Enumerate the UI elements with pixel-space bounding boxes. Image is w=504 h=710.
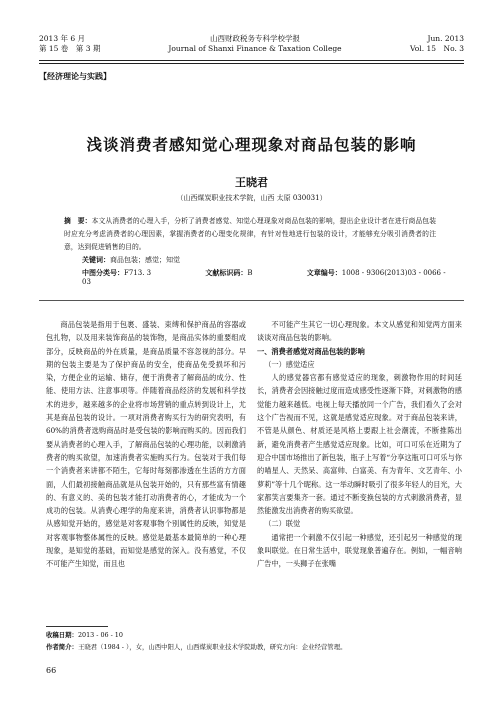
abstract-label: 摘 要： [64,217,92,225]
author-affiliation: （山西煤炭职业技术学院，山西 太原 030031） [176,194,327,202]
body-paragraph: 商品包装是指用于包裹、盛装、束缚和保护商品的容器或包扎物，以及用来装饰商品的装饰物，是商品实体的重要组成部分，反映商品的外在质量，是商品质量不容忽视的部分。早期的包装主要是为了保护商品的安全，使商品免受损坏和污染，方便企业的运输、储存，便于消费者了解商品的成分、性能、使用方法、注意事项等。伴随着商品经济的发展和科学技术的进步，越来越多的企业将市场营销的重点转到设计上，尤其是商品包装的设计。一项对消费者购买行为的研究表明，有60%的消费者选购商品时是受包装的影响而购买的。因而我们要从消费者的心理入手，了解商品包装的心理功能，以刺激消费者的购买欲望，加速消费者实施购买行为。包装对于我们每一个消费者来讲都不陌生，它每时每刻都渗透在生活的方方面面，人们最初接触商品就是从包装开始的，只有那些富有情趣的、有意义的、美的包装才能打动消费者的心，才能成为一个成功的包装。从消费心理学的角度来讲，消费者认识事物都是从感知觉开始的，感觉是对客观事物个别属性的反映，知觉是对客观事物整体属性的反映。感觉是最基本最简单的一种心理现象，是知觉的基础，而知觉是感觉的深入。没有感觉，不仅不可能产生知觉，而且也 [46,320,246,569]
keywords [82,255,180,265]
received-label: 收稿日期： [46,631,78,639]
doc-value: B [247,269,253,277]
journal-name-en: Journal of Shanxi Finance & Taxation College [168,44,342,53]
header-rule-thick [39,60,464,61]
issue-date: 2013 年 6 月 [39,34,86,43]
footnote-rule [46,626,108,627]
classification-line [82,268,504,286]
doc-label: 文献标识码： [205,269,248,277]
issue-date-en: Jun. 2013 [427,34,464,43]
left-column [46,318,246,571]
column-tag: 【经济理论与实践】 [39,72,111,81]
subsection-heading: （一）感觉适应 [264,359,315,369]
abstract [64,215,436,255]
clc-value: F713. 3 [124,269,152,277]
body-paragraph: 人的感觉器官都有感觉适应的现象，刺激物作用的时间延长，消费者会因接触过度而造成感受性逐渐下降，对刺激物的感觉能力越来越低。电视上每天播放同一个广告，我们看久了会对这个广告视而不见，这就是感觉适应现象。对于商品包装来讲，不管是从颜色、材质还是风格上要跟上社会潮流，不断推陈出新，避免消费者产生感觉适应现象。比如，可口可乐在近期为了迎合中国市场推出了新包装，瓶子上写着“分享这瓶可口可乐与你的喵星人、天然呆、高富帅、白富美、有为青年、文艺青年、小萝莉”等十几个昵称。这一举动瞬时吸引了很多年轻人的目光，大家都笑言要集齐一套。通过不断变换包装的方式刺激消费者，显然能激发出消费者的购买欲望。 [257,373,462,516]
right-column [257,318,462,571]
body-paragraph: 不可能产生其它一切心理现象。本文从感觉和知觉两方面来谈谈对商品包装的影响。 [257,320,462,343]
art-label: 文章编号： [306,269,342,277]
keywords-text: 商品包装；感觉；知觉 [110,256,180,264]
footnote-received [46,630,123,641]
header-rule-thin [39,63,464,64]
section-heading: 一、消费者感觉对商品包装的影响 [257,346,365,356]
keywords-label: 关键词： [82,256,110,264]
abstract-text: 本文从消费者的心理入手，分析了消费者感觉、知觉心理现象对商品包装的影响，提出企业设计者在进行商品包装时应充分考虑消费者的心理因素，掌握消费者的心理变化规律，有针对性地进行包装的设计，才能够充分吸引消费者的注意，达到促进销售的目的。 [64,217,436,252]
footnote-author [46,642,346,653]
author-bio: 王晓君（1984 - ），女，山西中阳人，山西煤炭职业技术学院助教，研究方向：企业经营管理。 [77,643,347,651]
journal-issue-en [410,34,464,54]
subsection-heading: （二）联觉 [264,519,301,529]
volume-number: 第 15 卷 第 3 期 [39,44,101,53]
author-name: 王晓君 [235,176,268,189]
author-bio-label: 作者简介： [46,643,78,651]
received-date: 2013 - 06 - 10 [77,631,123,639]
body-paragraph: 通常把一个刺激不仅引起一种感觉，还引起另一种感觉的现象叫联觉。在日常生活中，联觉现象普遍存在。例如，一幅音响广告中，一头狮子在张嘴 [257,532,462,569]
volume-number-en: Vol. 15 No. 3 [410,44,464,53]
art-value: 1008 - 9306(2013)03 - 0066 - 03 [82,269,446,286]
document-code [205,269,278,277]
journal-name [130,34,380,54]
page-number: 66 [46,666,57,675]
clc-number [82,269,177,277]
clc-label: 中图分类号： [82,269,124,277]
journal-name-cn: 山西财政税务专科学校学报 [210,34,300,43]
journal-issue-date [39,34,100,54]
article-title: 浅谈消费者感知觉心理现象对商品包装的影响 [86,136,417,154]
section-divider [39,300,464,301]
